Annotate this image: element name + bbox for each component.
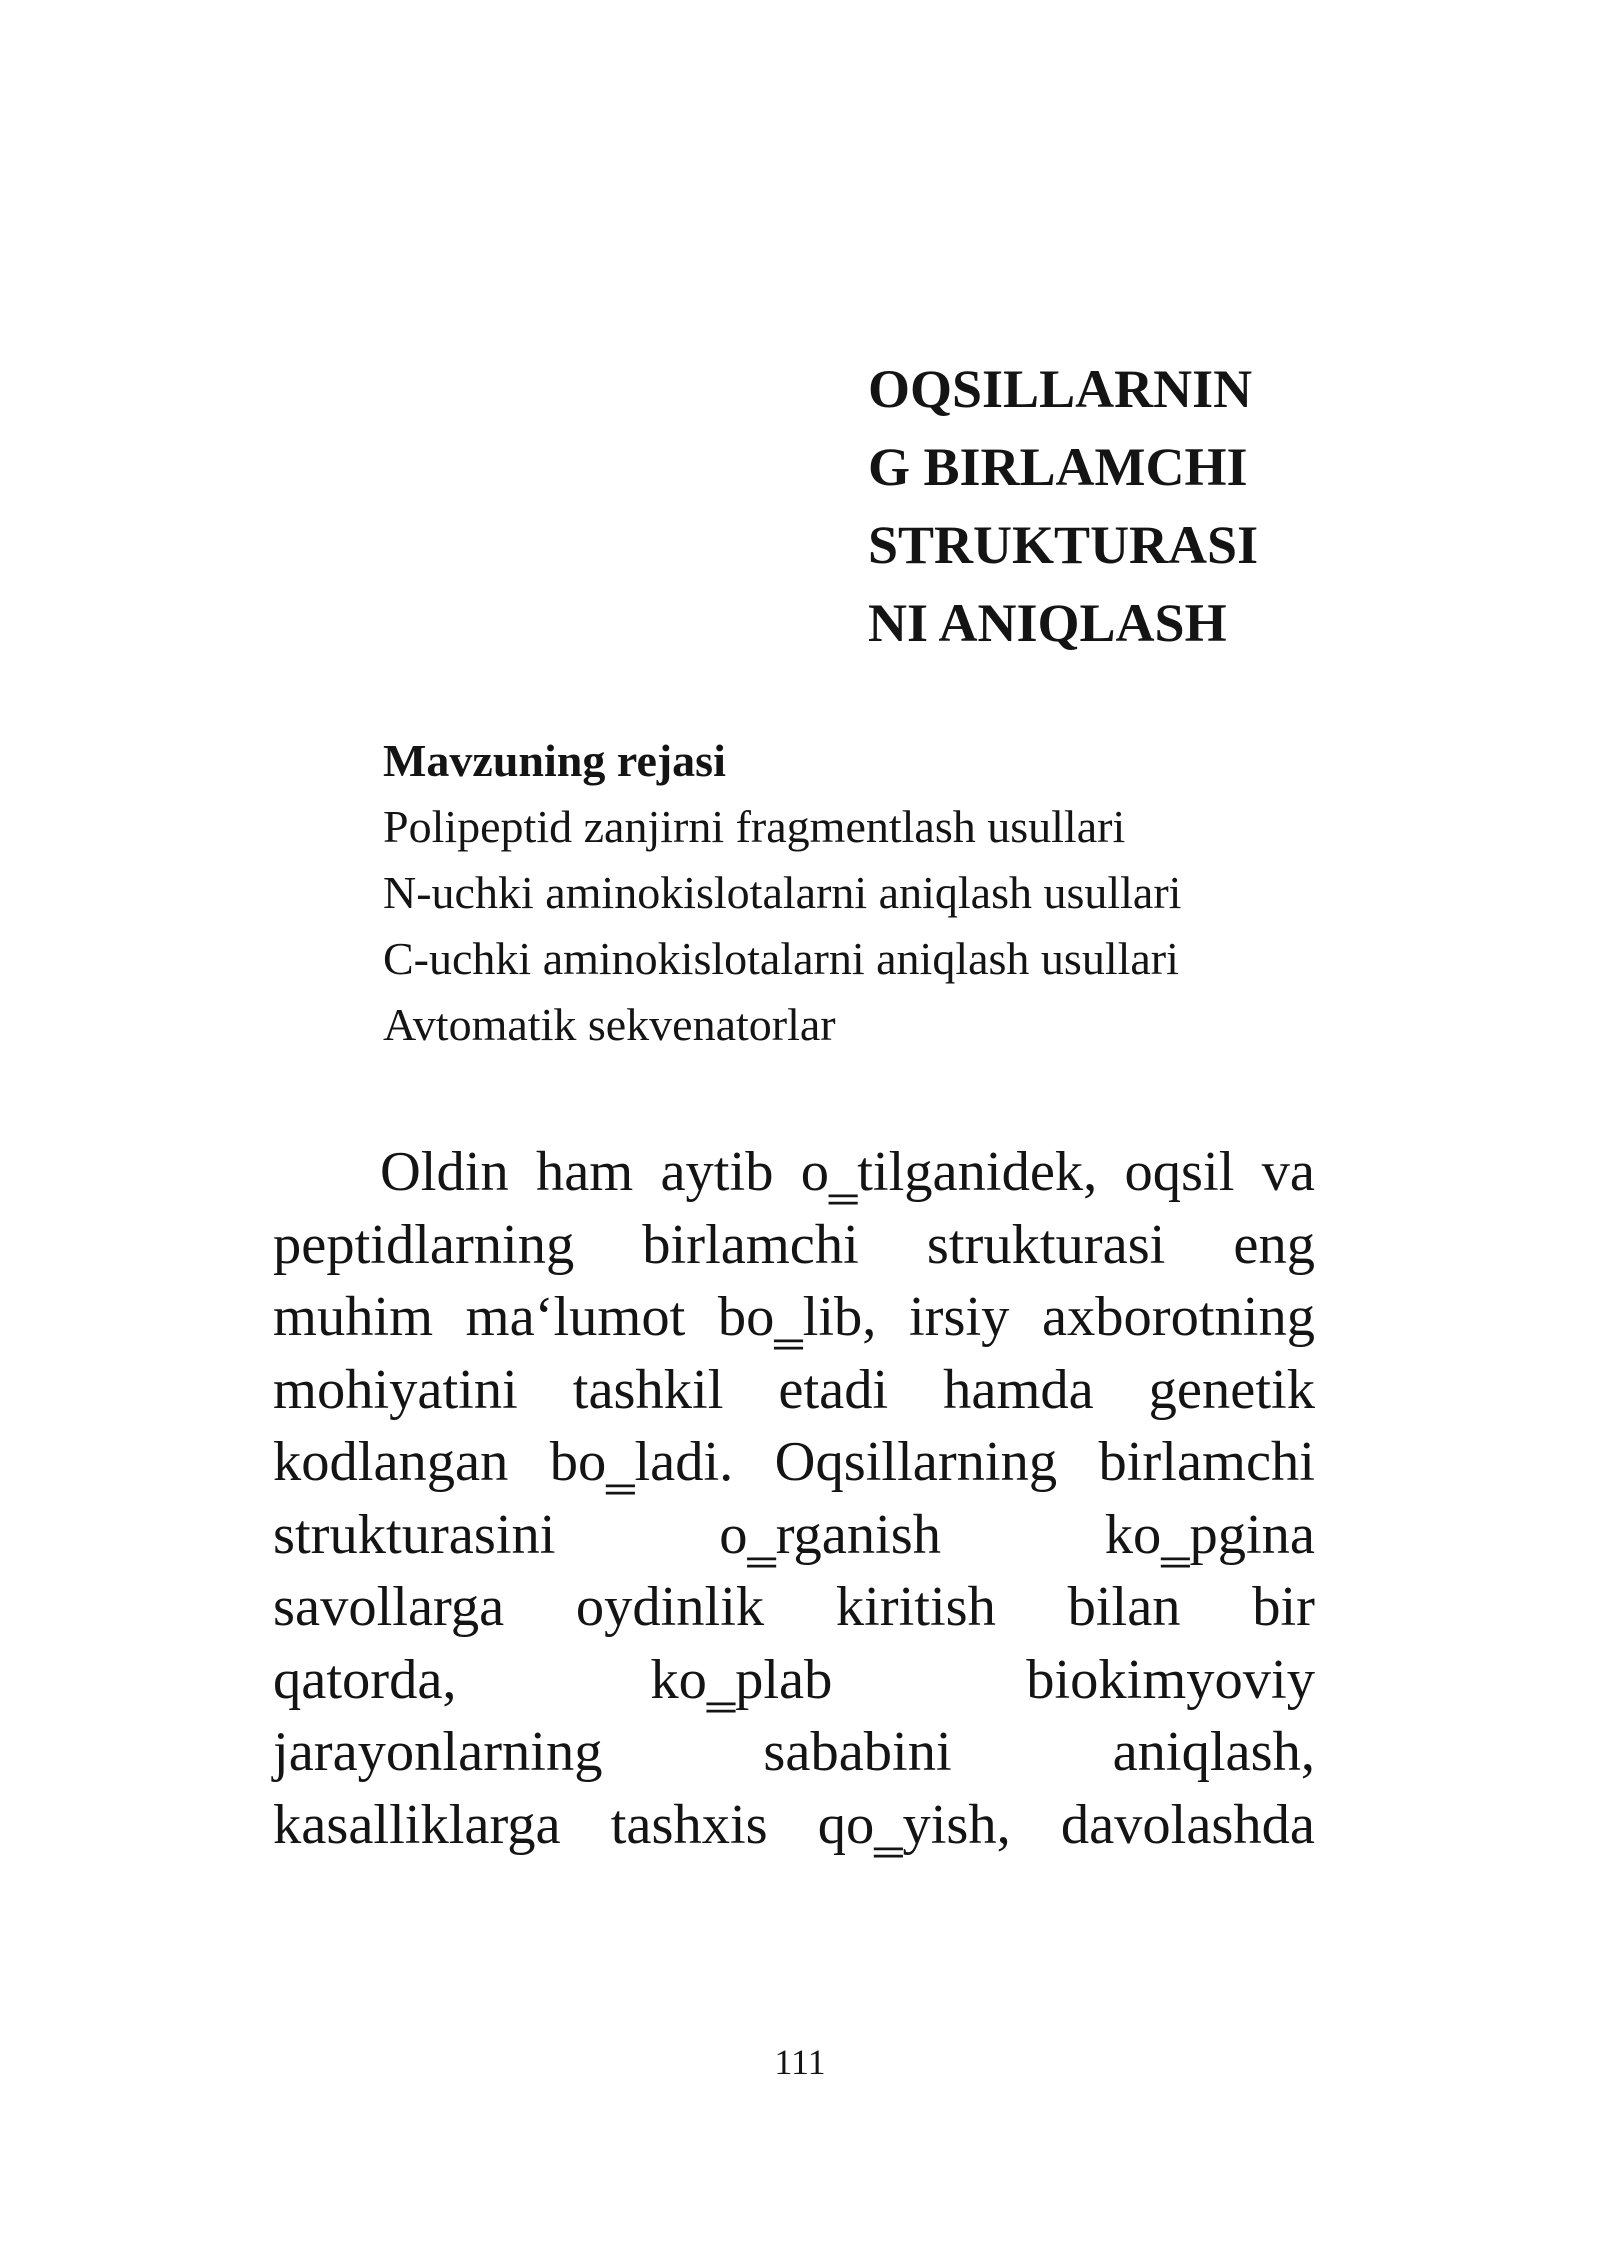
topic-plan-item: C-uchki aminokislotalarni aniqlash usullari xyxy=(383,933,1179,984)
paragraph-line: jarayonlarning sababini aniqlash, xyxy=(273,1721,1315,1783)
paragraph-line: mohiyatini tashkil etadi hamda genetik xyxy=(273,1358,1315,1421)
topic-plan-item: N-uchki aminokislotalarni aniqlash usullari xyxy=(383,867,1182,918)
topic-plan-item: Polipeptid zanjirni fragmentlash usullari xyxy=(383,801,1126,852)
chapter-title xyxy=(868,350,1308,662)
topic-plan xyxy=(383,728,1343,1058)
chapter-title-line: NI ANIQLASH xyxy=(868,593,1227,653)
paragraph-line: peptidlarning birlamchi strukturasi eng xyxy=(273,1213,1315,1276)
paragraph-line: qatorda, ko‗plab biokimyoviy xyxy=(273,1648,1315,1711)
paragraph-line: kodlangan bo‗ladi. Oqsillarning birlamchi xyxy=(273,1431,1315,1493)
paragraph-line: muhim ma‘lumot bo‗lib, irsiy axborotning xyxy=(273,1286,1315,1348)
chapter-title-line: G BIRLAMCHI xyxy=(868,437,1248,497)
body-paragraph xyxy=(273,1136,1315,1861)
paragraph-line: strukturasini o‗rganish ko‗pgina xyxy=(273,1503,1315,1566)
paragraph-line: savollarga oydinlik kiritish bilan bir xyxy=(273,1576,1315,1638)
topic-plan-heading: Mavzuning rejasi xyxy=(383,735,726,786)
chapter-title-line: OQSILLARNIN xyxy=(868,359,1253,419)
paragraph-line: kasalliklarga tashxis qo‗yish, davolashda xyxy=(273,1793,1315,1856)
paragraph-line: Oldin ham aytib o‗tilganidek, oqsil va xyxy=(380,1141,1315,1203)
page-number: 111 xyxy=(774,2042,826,2082)
topic-plan-item: Avtomatik sekvenatorlar xyxy=(383,999,836,1050)
chapter-title-line: STRUKTURASI xyxy=(868,515,1259,575)
